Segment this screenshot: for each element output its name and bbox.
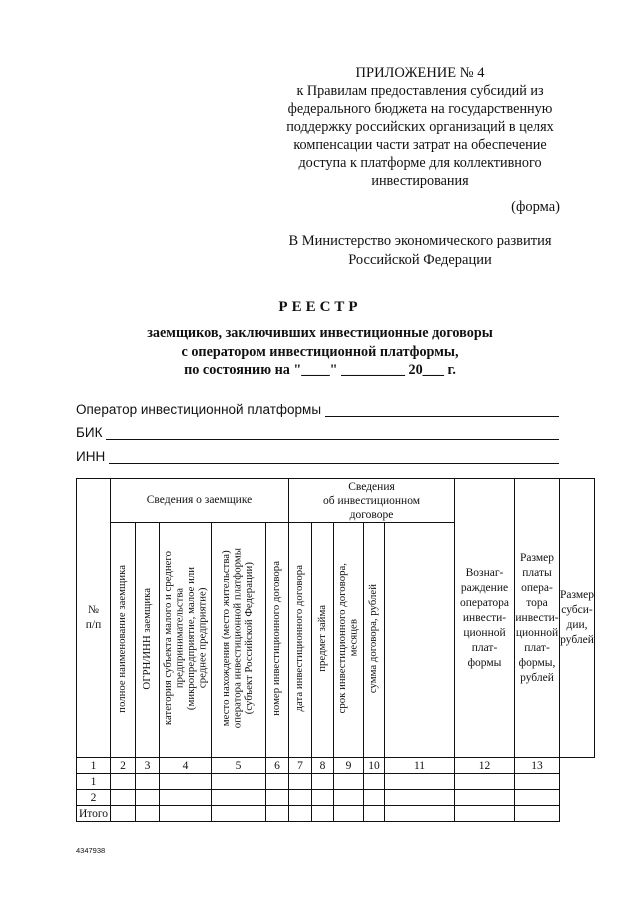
row-number: 1 [77,774,111,790]
column-number: 12 [455,758,515,774]
column-number: 2 [111,758,136,774]
appendix-line: инвестирования [371,173,469,189]
appendix-line: поддержку российских организаций в целях [286,119,554,135]
row-number: 2 [77,790,111,806]
operator-label: Оператор инвестиционной платформы [76,402,322,417]
col-header-location: место нахождения (место жительства) оператора инвестиционной платформы (субъект Российской Федерации) [212,523,266,758]
table-row [77,790,595,806]
form-label: (форма) [511,199,560,215]
bik-label: БИК [76,425,103,440]
operator-field-row [76,400,559,417]
col-header-contract-term: срок инвестиционного договора, месяцев [334,523,364,758]
inn-field-row [76,447,559,464]
col-header-full-name: полное наименование заемщика [111,523,136,758]
appendix-line: к Правилам предоставления субсидий из [296,83,544,99]
col-header-ogrn: ОГРН/ИНН заемщика [136,523,160,758]
appendix-title: ПРИЛОЖЕНИЕ № 4 [355,65,485,81]
column-number: 8 [312,758,334,774]
col-header-number: № п/п [77,479,111,758]
subtitle-line: с оператором инвестиционной платформы, [181,343,459,360]
column-number: 6 [266,758,289,774]
operator-input-line[interactable] [325,404,559,417]
bik-input-line[interactable] [106,427,559,440]
subtitle-line: заемщиков, заключивших инвестиционные договоры [147,325,493,341]
col-header-contract-number: номер инвестиционного договора [266,523,289,758]
column-number: 13 [515,758,560,774]
document-title: РЕЕСТР [278,299,362,315]
column-number: 11 [385,758,455,774]
col-header-reward: Вознаг- раждение оператора инвести- ционной плат- формы [455,479,515,758]
col-header-subsidy: Размер субси- дии, рублей [560,479,595,758]
appendix-line: федерального бюджета на государственную [287,101,553,117]
col-header-fee: Размер платы опера- тора инвести- ционной плат- формы, рублей [515,479,560,758]
inn-label: ИНН [76,449,106,464]
column-number: 5 [212,758,266,774]
column-number: 1 [77,758,111,774]
column-number: 10 [364,758,385,774]
column-number-row [77,758,595,774]
group-header-contract: Сведения об инвестиционном договоре [289,479,455,523]
column-number: 7 [289,758,312,774]
group-header-borrower: Сведения о заемщике [111,479,289,523]
document-subtitle [0,324,640,380]
col-header-contract-date: дата инвестиционного договора [289,523,312,758]
col-header-contract-sum: сумма договора, рублей [364,523,385,758]
column-number: 4 [160,758,212,774]
document-id: 4347938 [76,846,106,855]
appendix-line: компенсации части затрат на обеспечение [293,137,547,153]
inn-input-line[interactable] [109,451,559,464]
col-header-loan-subject: предмет займа [312,523,334,758]
recipient-line: Российской Федерации [348,251,492,268]
total-row [77,806,595,822]
appendix-line: доступа к платформе для коллективного [298,155,542,171]
column-number: 3 [136,758,160,774]
table-row [77,774,595,790]
recipient-line: В Министерство экономического развития [288,233,552,249]
total-label: Итого [77,806,111,822]
recipient-block [270,232,570,269]
subtitle-line: по состоянию на "____" _________ 20___ г. [184,362,456,378]
bik-field-row [76,423,559,440]
column-number: 9 [334,758,364,774]
appendix-block [270,64,570,190]
col-header-category: категория субъекта малого и среднего предпринимательства (микропредприятие, малое или среднее предприятие) [160,523,212,758]
registry-table [76,478,595,822]
